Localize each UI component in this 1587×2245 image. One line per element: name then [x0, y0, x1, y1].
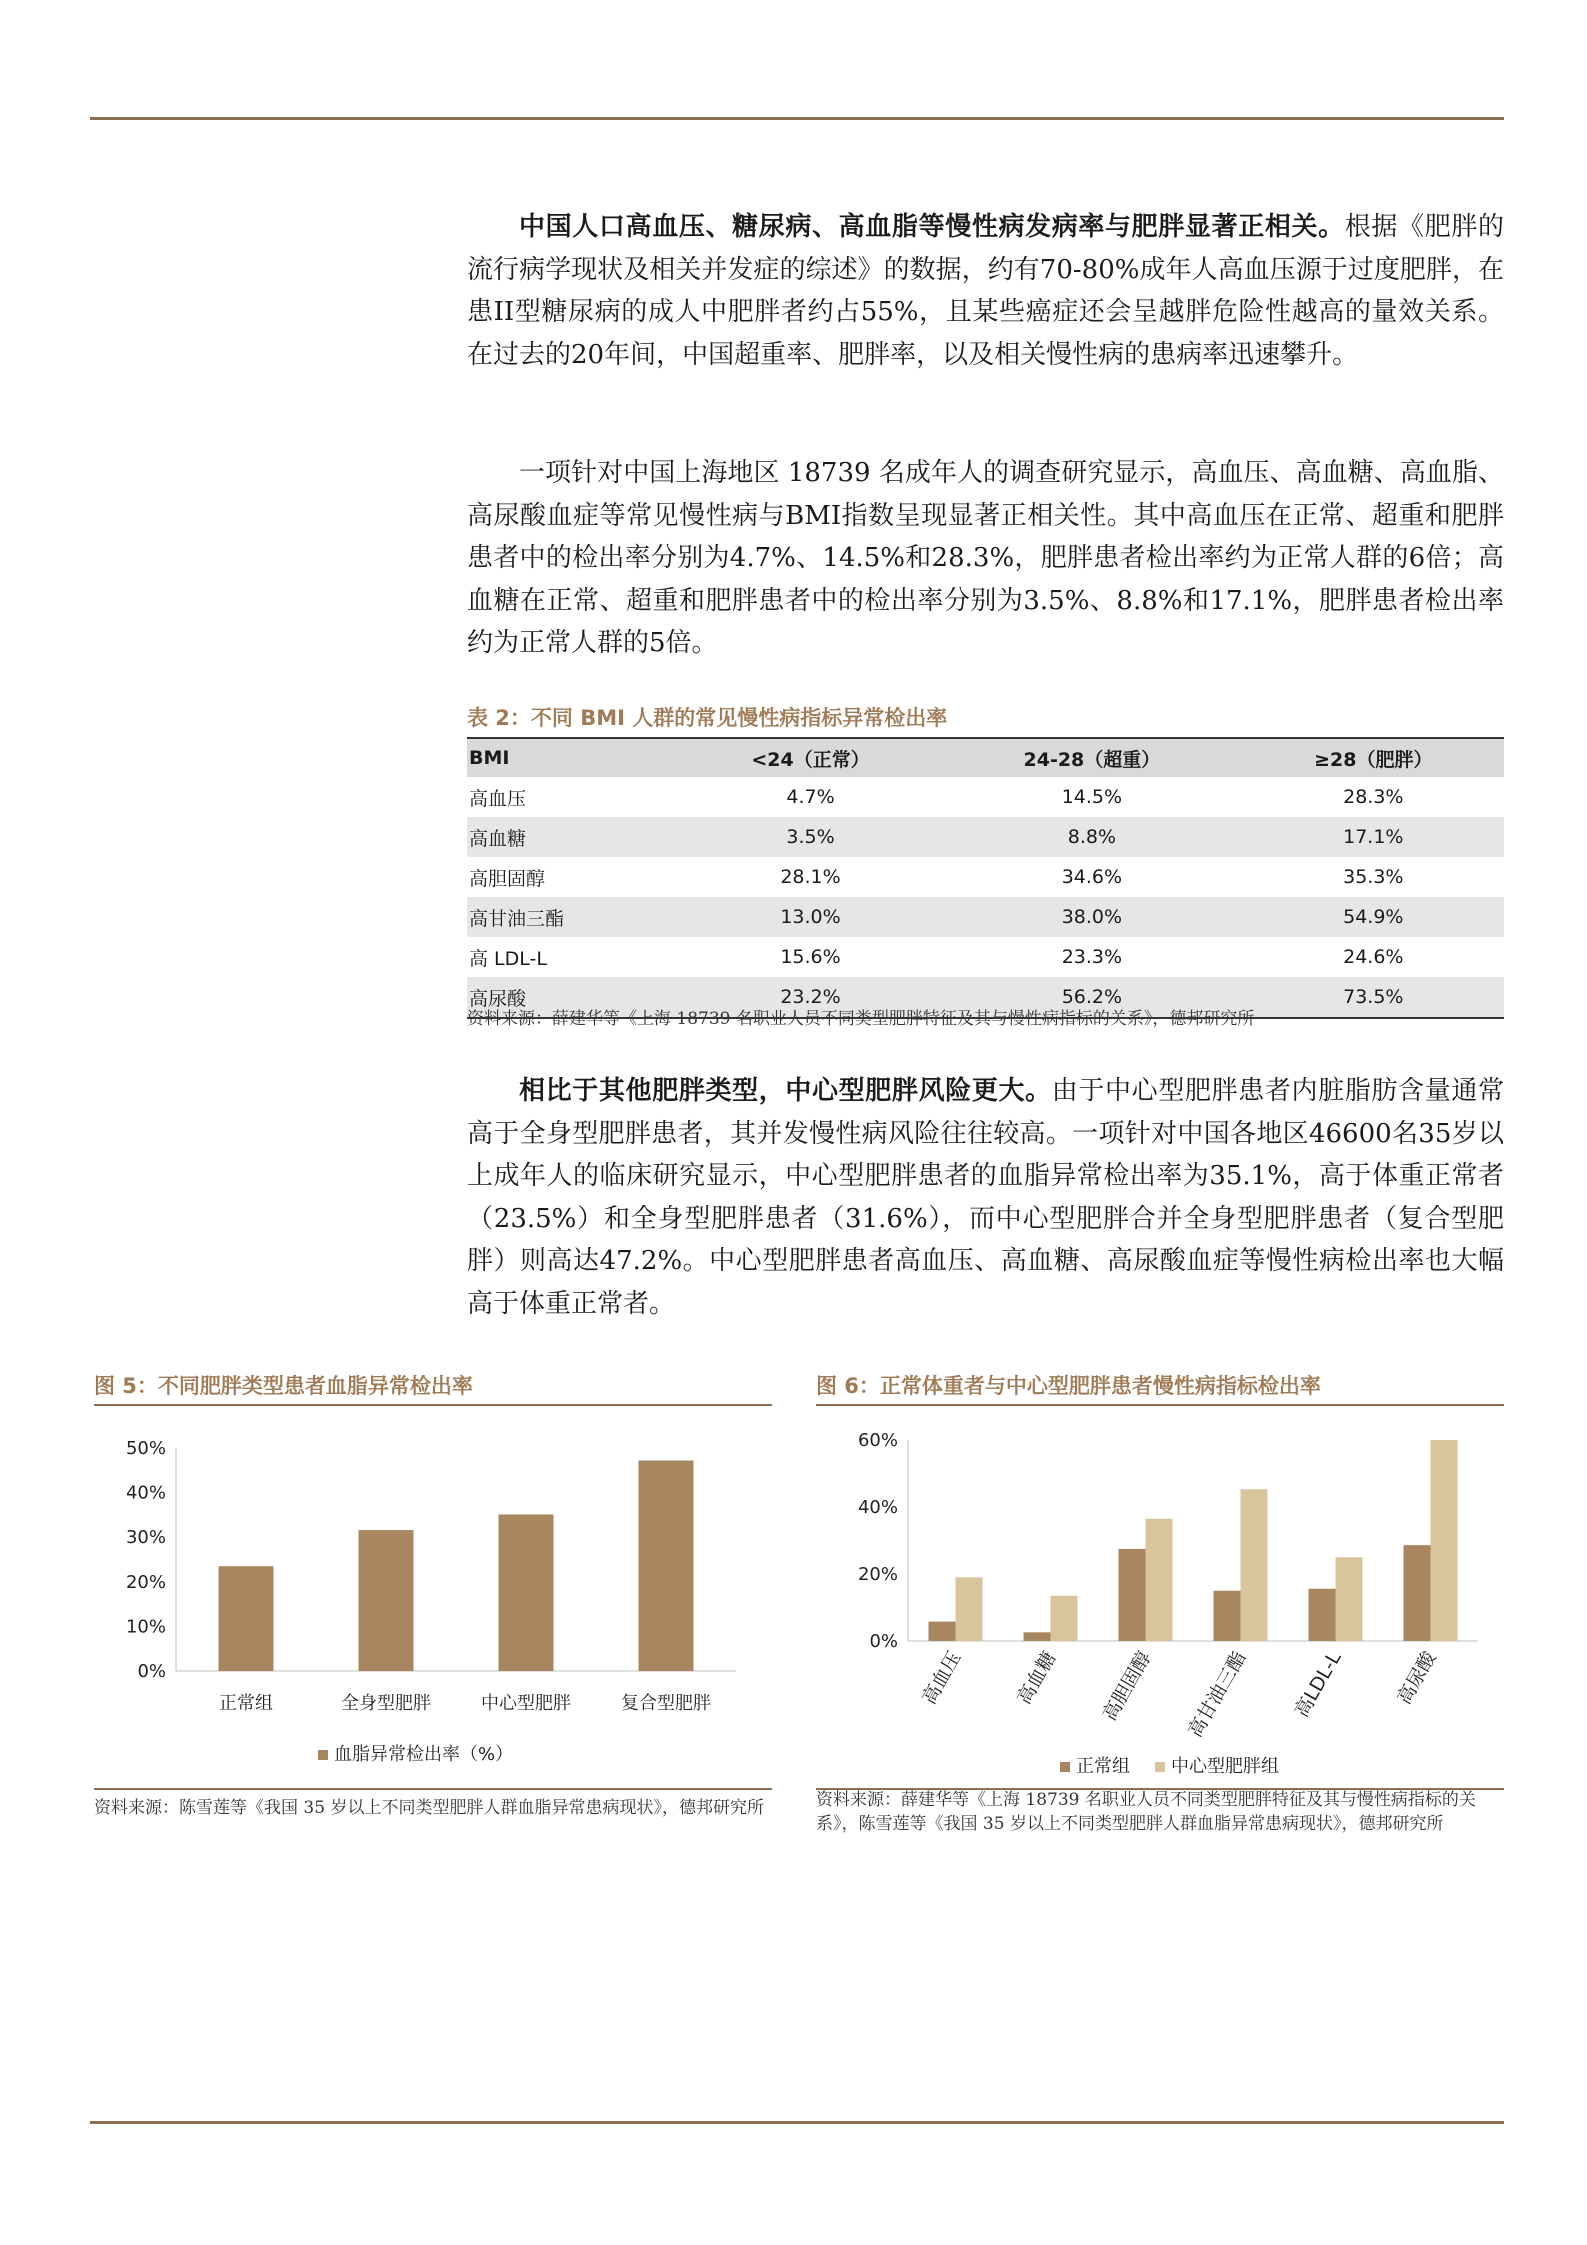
table-cell: 高胆固醇 — [469, 867, 546, 890]
bar-血脂异常检出率（%） — [499, 1514, 554, 1671]
y-tick-label: 20% — [125, 1571, 166, 1593]
bar-正常组 — [1119, 1549, 1146, 1641]
table-cell: 35.3% — [1343, 866, 1404, 888]
bar-血脂异常检出率（%） — [359, 1530, 414, 1671]
bar-中心型肥胖组 — [1336, 1557, 1363, 1641]
table-row — [467, 817, 1504, 857]
header-rule — [90, 117, 1504, 120]
paragraph-central-obesity — [467, 1070, 1504, 1325]
paragraph-lead: 中国人口高血压、糖尿病、高血脂等慢性病发病率与肥胖显著正相关。 — [519, 212, 1345, 242]
table-cell: 14.5% — [1061, 786, 1123, 808]
bar-正常组 — [1309, 1589, 1336, 1641]
table-cell: 高血糖 — [467, 817, 680, 857]
x-tick-label: 高LDL-L — [1290, 1647, 1346, 1722]
table-cell: 4.7% — [786, 786, 835, 808]
y-tick-label: 0% — [869, 1631, 898, 1652]
bar-血脂异常检出率（%） — [219, 1566, 274, 1671]
table-cell: 23.3% — [1061, 946, 1123, 968]
table-source: 资料来源：薛建华等《上海 18739 名职业人员不同类型肥胖特征及其与慢性病指标的关系》，德邦研究所 — [467, 1009, 1255, 1029]
table-header-cell: 24-28（超重） — [941, 738, 1242, 777]
y-tick-label: 40% — [125, 1482, 166, 1504]
x-tick-label: 高血糖 — [1013, 1647, 1061, 1709]
table-cell: 高 LDL-L — [469, 947, 547, 970]
x-tick-label: 复合型肥胖 — [621, 1693, 711, 1714]
fig6-source: 资料来源：薛建华等《上海 18739 名职业人员不同类型肥胖特征及其与慢性病指标的关系》，陈雪莲等《我国 35 岁以上不同类型肥胖人群血脂异常患病现状》，德邦研究所 — [816, 1790, 1476, 1834]
legend-swatch — [318, 1750, 328, 1760]
table-cell: 24.6% — [1343, 946, 1404, 968]
table-header-cell: BMI — [467, 738, 680, 777]
bmi-disease-table — [467, 737, 1504, 1019]
fig6-caption: 图 6：正常体重者与中心型肥胖患者慢性病指标检出率 — [816, 1374, 1321, 1398]
y-tick-label: 0% — [137, 1661, 166, 1682]
fig5-source: 资料来源：陈雪莲等《我国 35 岁以上不同类型肥胖人群血脂异常患病现状》，德邦研究所 — [94, 1798, 764, 1818]
fig6-bar-chart — [816, 1410, 1506, 1784]
table-cell: 8.8% — [941, 817, 1242, 857]
y-tick-label: 50% — [125, 1438, 166, 1459]
fig5-caption-rule — [94, 1404, 772, 1406]
table-cell: 56.2% — [941, 977, 1242, 1018]
y-tick-label: 10% — [125, 1616, 166, 1638]
bar-中心型肥胖组 — [956, 1577, 983, 1641]
fig5-caption: 图 5：不同肥胖类型患者血脂异常检出率 — [94, 1374, 473, 1398]
table-caption: 表 2：不同 BMI 人群的常见慢性病指标异常检出率 — [467, 706, 948, 730]
legend-label: 正常组 — [1076, 1756, 1130, 1777]
table-cell: 3.5% — [680, 817, 941, 857]
table-cell: 13.0% — [680, 897, 941, 937]
bar-正常组 — [929, 1622, 956, 1641]
table-cell: 15.6% — [780, 946, 841, 968]
x-tick-label: 全身型肥胖 — [341, 1693, 431, 1714]
table-row — [467, 897, 1504, 937]
table-cell: 73.5% — [1243, 977, 1504, 1018]
table-cell: 28.1% — [780, 866, 841, 888]
bar-血脂异常检出率（%） — [639, 1460, 694, 1671]
table-cell: 23.2% — [680, 977, 941, 1018]
y-tick-label: 60% — [857, 1430, 898, 1451]
legend-label: 血脂异常检出率（%） — [334, 1744, 514, 1765]
y-tick-label: 30% — [125, 1527, 166, 1549]
paragraph-lead: 相比于其他肥胖类型，中心型肥胖风险更大。 — [519, 1076, 1052, 1106]
paragraph-shanghai-study — [467, 452, 1504, 665]
x-tick-label: 高血压 — [918, 1647, 966, 1709]
table-header-cell: ≥28（肥胖） — [1243, 738, 1504, 777]
table-cell: 34.6% — [1061, 866, 1123, 888]
fig6-caption-rule — [816, 1404, 1504, 1406]
bar-中心型肥胖组 — [1146, 1519, 1173, 1641]
paragraph-obesity-chronic-disease — [467, 206, 1504, 376]
table-cell: 高血压 — [469, 787, 527, 810]
table-cell: 28.3% — [1343, 786, 1404, 808]
table-header-row — [467, 738, 1504, 777]
paragraph-body: 根据《肥胖的流行病学现状及相关并发症的综述》的数据，约有70-80%成年人高血压源于过度肥胖，在患II型糖尿病的成人中肥胖者约占55%，且某些癌症还会呈越胖危险性越高的量效关系。在过去的20年间，中国超重率、肥胖率，以及相关慢性病的患病率迅速攀升。 — [467, 212, 1504, 370]
bar-正常组 — [1214, 1591, 1241, 1641]
x-tick-label: 高甘油三酯 — [1184, 1647, 1251, 1742]
bar-中心型肥胖组 — [1431, 1440, 1458, 1641]
x-tick-label: 正常组 — [219, 1693, 273, 1714]
table-row — [467, 937, 1504, 977]
fig5-source-rule — [94, 1788, 772, 1790]
legend-label: 中心型肥胖组 — [1171, 1756, 1279, 1777]
footer-rule — [90, 2121, 1504, 2124]
table-cell: 17.1% — [1243, 817, 1504, 857]
legend-swatch — [1060, 1762, 1070, 1772]
bar-正常组 — [1404, 1545, 1431, 1641]
table-cell: 54.9% — [1243, 897, 1504, 937]
x-tick-label: 中心型肥胖 — [481, 1693, 571, 1714]
table-cell: 38.0% — [941, 897, 1242, 937]
bar-中心型肥胖组 — [1241, 1489, 1268, 1641]
x-tick-label: 高胆固醇 — [1098, 1647, 1156, 1725]
paragraph-body: 一项针对中国上海地区 18739 名成年人的调查研究显示，高血压、高血糖、高血脂、高尿酸血症等常见慢性病与BMI指数呈现显著正相关性。其中高血压在正常、超重和肥胖患者中的检出率分别为4.7%、14.5%和28.3%，肥胖患者检出率约为正常人群的6倍；高血糖在正常、超重和肥胖患者中的检出率分别为3.5%、8.8%和17.1%，肥胖患者检出率约为正常人群的5倍。 — [467, 458, 1504, 658]
legend-swatch — [1155, 1762, 1165, 1772]
table-header-cell: <24（正常） — [680, 738, 941, 777]
y-tick-label: 20% — [857, 1564, 898, 1585]
bar-正常组 — [1024, 1632, 1051, 1641]
bar-中心型肥胖组 — [1051, 1596, 1078, 1641]
table-cell: 高尿酸 — [467, 977, 680, 1018]
table-row — [467, 777, 1504, 817]
fig5-bar-chart — [94, 1410, 774, 1784]
table-row — [467, 857, 1504, 897]
y-tick-label: 40% — [857, 1497, 898, 1518]
x-tick-label: 高尿酸 — [1393, 1647, 1441, 1709]
paragraph-body: 由于中心型肥胖患者内脏脂肪含量通常高于全身型肥胖患者，其并发慢性病风险往往较高。一项针对中国各地区46600名35岁以上成年人的临床研究显示，中心型肥胖患者的血脂异常检出率为35.1%，高于体重正常者（23.5%）和全身型肥胖患者（31.6%），而中心型肥胖合并全身型肥胖患者（复合型肥胖）则高达47.2%。中心型肥胖患者高血压、高血糖、高尿酸血症等慢性病检出率也大幅高于体重正常者。 — [467, 1076, 1504, 1319]
table-cell: 高甘油三酯 — [467, 897, 680, 937]
